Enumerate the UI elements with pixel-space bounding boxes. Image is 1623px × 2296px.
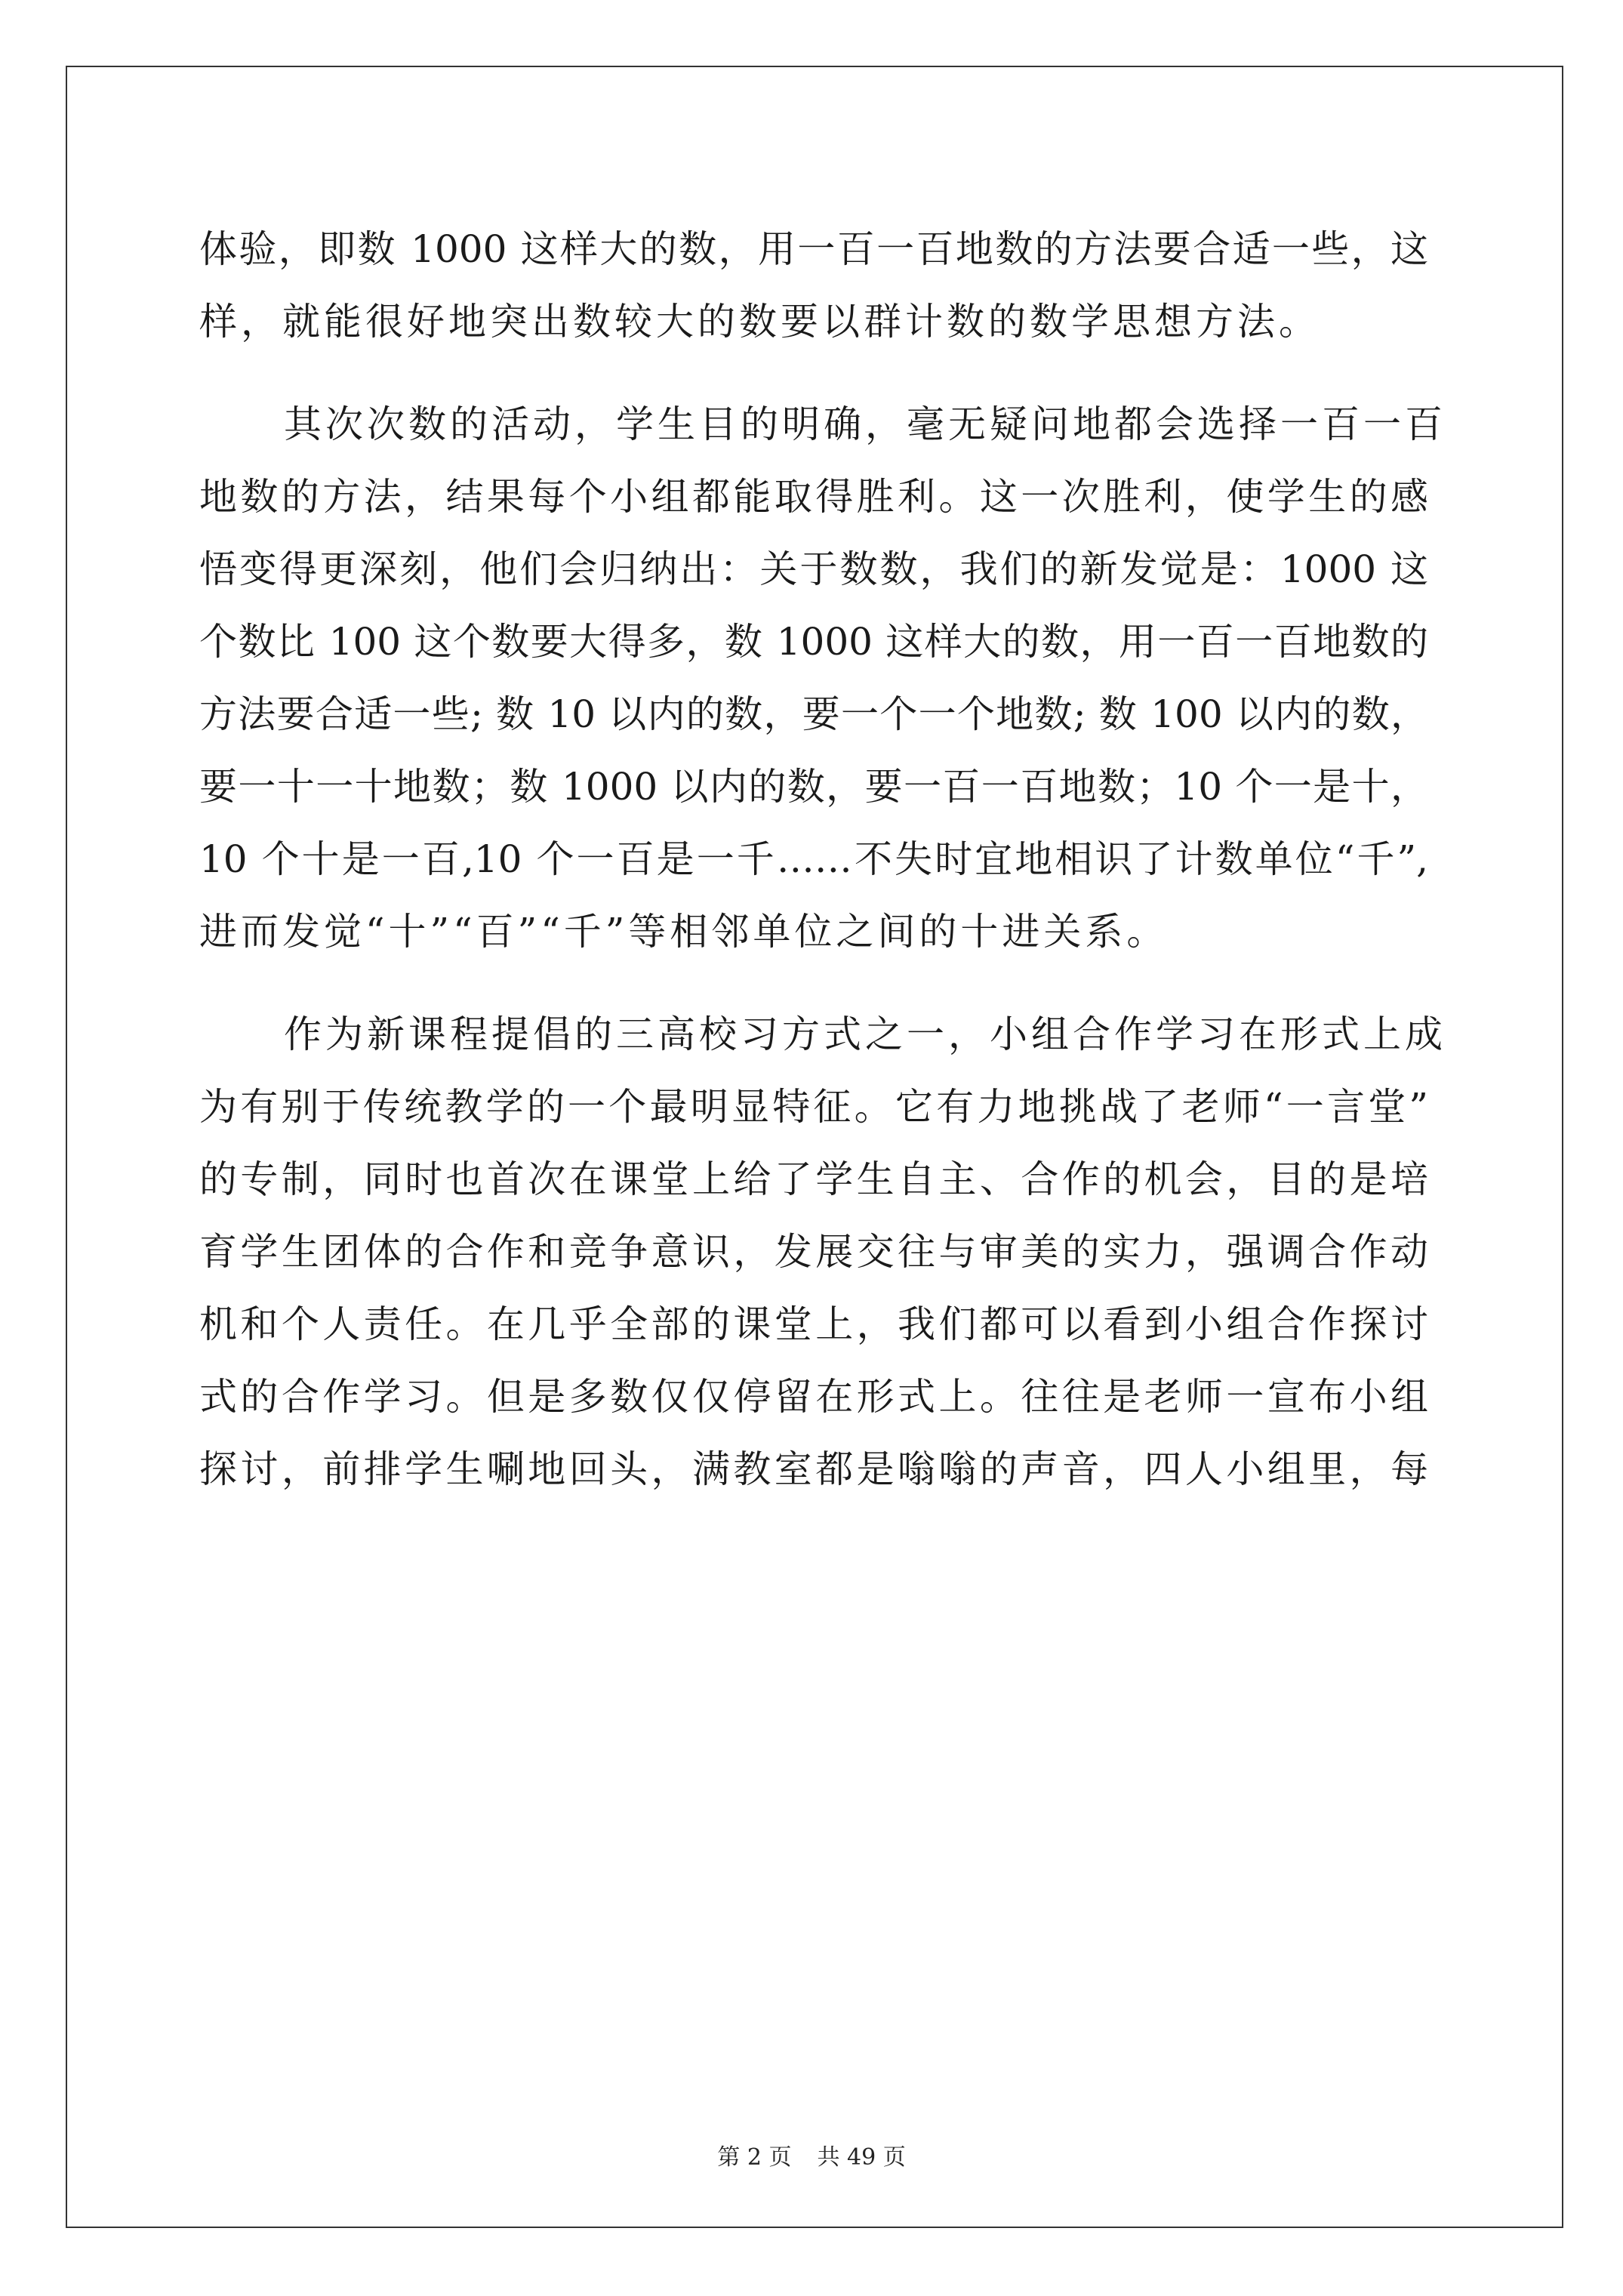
text-line: 探讨，前排学生唰地回头，满教室都是嗡嗡的声音，四人小组里，每: [199, 1447, 1428, 1491]
text-line: 要一十一十地数；数 1000 以内的数，要一百一百地数；10 个一是十，: [199, 765, 1428, 809]
text-line: 其次次数的活动，学生目的明确，毫无疑问地都会选择一百一百: [284, 402, 1446, 446]
text-line: 体验，即数 1000 这样大的数，用一百一百地数的方法要合适一些，这: [199, 227, 1428, 271]
document-body: [199, 213, 1446, 1505]
text-line: 进而发觉“十”“百”“千”等相邻单位之间的十进关系。: [199, 910, 1169, 954]
paragraph-gap: [199, 358, 1428, 388]
text-line: 为有别于传统教学的一个最明显特征。它有力地挑战了老师“一言堂”: [199, 1085, 1428, 1129]
paragraph-gap: [199, 968, 1428, 998]
text-line: 个数比 100 这个数要大得多，数 1000 这样大的数，用一百一百地数的: [199, 620, 1428, 664]
text-line: 10 个十是一百,10 个一百是一千……不失时宜地相识了计数单位“千”,: [199, 837, 1428, 881]
page-footer: [0, 2143, 1623, 2173]
text-line: 式的合作学习。但是多数仅仅停留在形式上。往往是老师一宣布小组: [199, 1375, 1428, 1419]
text-line: 育学生团体的合作和竞争意识，发展交往与审美的实力，强调合作动: [199, 1230, 1428, 1274]
text-line: 作为新课程提倡的三高校习方式之一，小组合作学习在形式上成: [284, 1012, 1446, 1056]
text-line: 方法要合适一些; 数 10 以内的数，要一个一个地数; 数 100 以内的数，: [199, 692, 1428, 736]
page-number: 第 2 页: [717, 2144, 792, 2171]
text-line: 的专制，同时也首次在课堂上给了学生自主、合作的机会，目的是培: [199, 1157, 1428, 1201]
text-line: 地数的方法，结果每个小组都能取得胜利。这一次胜利，使学生的感: [199, 475, 1428, 519]
text-line: 样，就能很好地突出数较大的数要以群计数的数学思想方法。: [199, 300, 1320, 344]
text-line: 机和个人责任。在几乎全部的课堂上，我们都可以看到小组合作探讨: [199, 1302, 1428, 1346]
page-total: 共 49 页: [817, 2144, 906, 2171]
text-line: 悟变得更深刻，他们会归纳出：关于数数，我们的新发觉是：1000 这: [199, 547, 1428, 591]
